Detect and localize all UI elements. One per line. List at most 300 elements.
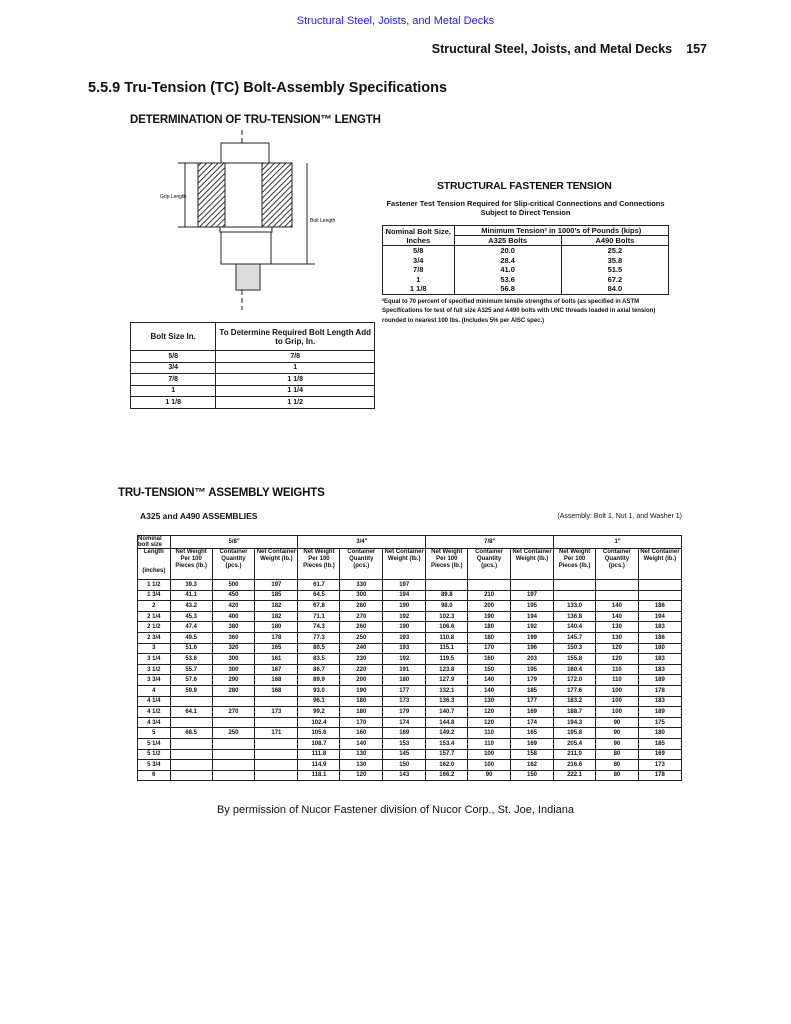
length-figure-title: DETERMINATION OF TRU-TENSION™ LENGTH [130, 114, 381, 126]
grip-length-label: Grip Length [160, 194, 187, 200]
table-cell: 420 [212, 601, 255, 612]
table-row [138, 685, 682, 696]
table-row [138, 590, 682, 601]
table-cell: 119.5 [426, 654, 468, 665]
table-cell: 93.0 [298, 685, 340, 696]
table-cell: 61.7 [298, 580, 340, 591]
table-cell: 89.8 [426, 590, 468, 601]
table-cell: 320 [212, 643, 255, 654]
table-row [138, 654, 682, 665]
table-cell: 100 [468, 760, 511, 771]
table-cell: 1 1/8 [131, 397, 216, 409]
table-row [138, 770, 682, 781]
table-cell: 177 [510, 696, 553, 707]
table-cell: 190 [468, 611, 511, 622]
table-cell: 3/4 [383, 256, 455, 266]
table-cell [255, 717, 298, 728]
column-header: Container Quantity (pcs.) [340, 549, 383, 580]
table-row [383, 284, 669, 294]
table-cell: 169 [510, 738, 553, 749]
top-link[interactable]: Structural Steel, Joists, and Metal Decks [296, 15, 495, 27]
table-cell [255, 760, 298, 771]
table-cell: 136.8 [554, 611, 596, 622]
table-cell: 194.3 [554, 717, 596, 728]
table-cell: 3 1/2 [138, 664, 171, 675]
table-cell: 6 [138, 770, 171, 781]
table-row [138, 632, 682, 643]
table-cell [255, 696, 298, 707]
table-cell: 7/8 [216, 351, 375, 363]
header-row [138, 549, 682, 580]
table-cell: 192 [383, 654, 426, 665]
table-cell: 64.5 [298, 590, 340, 601]
table-cell: 115.1 [426, 643, 468, 654]
table-row [383, 256, 669, 266]
table-cell: 100 [468, 749, 511, 760]
table-cell: 210 [468, 590, 511, 601]
table-cell: 140 [340, 738, 383, 749]
table-cell: 140 [468, 685, 511, 696]
table-cell: 64.1 [170, 707, 212, 718]
table-cell [212, 717, 255, 728]
table-row [138, 728, 682, 739]
table-cell [638, 590, 681, 601]
table-cell: 205.4 [554, 738, 596, 749]
table-cell: 140.4 [554, 622, 596, 633]
table-cell: 200 [340, 675, 383, 686]
table-cell: 98.0 [426, 601, 468, 612]
table-cell: 102.3 [426, 611, 468, 622]
table-cell: 130 [340, 749, 383, 760]
table-cell: 5 [138, 728, 171, 739]
table-cell: 2 1/4 [138, 611, 171, 622]
table-cell: 110 [468, 728, 511, 739]
table-cell: 3/4 [131, 362, 216, 374]
table-cell: 216.6 [554, 760, 596, 771]
table-cell: 450 [212, 590, 255, 601]
table-cell: 190 [340, 685, 383, 696]
table-cell: 43.2 [170, 601, 212, 612]
weights-subtitle: A325 and A490 ASSEMBLIES [140, 511, 258, 521]
table-cell: 195.8 [554, 728, 596, 739]
table-cell: 180 [340, 707, 383, 718]
table-cell: 174 [510, 717, 553, 728]
table-cell: 177 [383, 685, 426, 696]
table-cell: 39.3 [170, 580, 212, 591]
table-cell: 222.1 [554, 770, 596, 781]
table-cell: 150.3 [554, 643, 596, 654]
table-cell: 3 1/4 [138, 654, 171, 665]
table-cell: 300 [212, 654, 255, 665]
table-cell: 183 [638, 664, 681, 675]
table-cell: 260 [340, 622, 383, 633]
table-cell: 51.5 [561, 265, 668, 275]
table-cell: 196 [510, 643, 553, 654]
table-cell: 140 [596, 611, 639, 622]
table-cell: 77.3 [298, 632, 340, 643]
table-cell: 171 [255, 728, 298, 739]
table-cell: 183 [638, 622, 681, 633]
table-cell: 143 [383, 770, 426, 781]
table-cell: 240 [340, 643, 383, 654]
table-cell: 57.6 [170, 675, 212, 686]
table-cell: 191 [383, 664, 426, 675]
table-cell: 270 [340, 611, 383, 622]
table-cell: 136.3 [426, 696, 468, 707]
table-cell: 165 [255, 643, 298, 654]
table-cell: 192 [510, 622, 553, 633]
table-cell [426, 580, 468, 591]
table-cell: 280 [212, 685, 255, 696]
table-cell: 182 [255, 611, 298, 622]
table-row [138, 696, 682, 707]
table-cell: 3 [138, 643, 171, 654]
table-cell: 120 [468, 717, 511, 728]
table-cell: 186 [638, 632, 681, 643]
table-cell: 1 1/8 [216, 374, 375, 386]
table-cell: 41.0 [454, 265, 561, 275]
col-header: To Determine Required Bolt Length Add to Grip, In. [216, 323, 375, 351]
bolt-size-header: 3/4" [298, 536, 426, 549]
table-cell: 120 [340, 770, 383, 781]
table-cell: 2 [138, 601, 171, 612]
table-cell: 166.2 [426, 770, 468, 781]
table-cell: 7/8 [383, 265, 455, 275]
table-cell: 178 [638, 685, 681, 696]
table-cell: 100 [596, 696, 639, 707]
table-cell: 90 [596, 728, 639, 739]
table-cell: 90 [596, 717, 639, 728]
table-cell: 183.2 [554, 696, 596, 707]
table-row [131, 362, 375, 374]
table-cell: 132.1 [426, 685, 468, 696]
table-cell: 168 [255, 685, 298, 696]
table-cell: 67.2 [561, 275, 668, 285]
table-cell: 189 [638, 707, 681, 718]
table-cell: 96.1 [298, 696, 340, 707]
table-cell [638, 580, 681, 591]
table-cell: 220 [340, 664, 383, 675]
table-cell: 193 [383, 632, 426, 643]
table-cell: 3 3/4 [138, 675, 171, 686]
table-cell: 194 [510, 611, 553, 622]
table-row [383, 265, 669, 275]
column-header: Net Weight Per 100 Pieces (lb.) [170, 549, 212, 580]
table-cell: 140 [596, 601, 639, 612]
table-cell: 1 1/2 [138, 580, 171, 591]
table-row [138, 643, 682, 654]
table-cell: 195 [510, 664, 553, 675]
table-cell: 194 [383, 590, 426, 601]
table-cell: 153.4 [426, 738, 468, 749]
table-cell: 55.7 [170, 664, 212, 675]
table-cell: 1 1/2 [216, 397, 375, 409]
table-cell: 300 [212, 664, 255, 675]
table-cell: 100 [596, 685, 639, 696]
length-header [138, 549, 171, 580]
table-cell: 5/8 [131, 351, 216, 363]
table-cell: 53.6 [454, 275, 561, 285]
table-cell: 2 3/4 [138, 632, 171, 643]
table-cell: 179 [383, 707, 426, 718]
table-cell: 180 [468, 632, 511, 643]
table-cell [212, 738, 255, 749]
table-cell: 80.5 [298, 643, 340, 654]
table-cell: 133.0 [554, 601, 596, 612]
table-cell: 1 1/8 [383, 284, 455, 294]
table-cell: 130 [340, 760, 383, 771]
table-cell: 190 [383, 622, 426, 633]
table-row [138, 611, 682, 622]
table-cell: 106.6 [426, 622, 468, 633]
column-header: Net Container Weight (lb.) [638, 549, 681, 580]
table-cell: 180 [638, 643, 681, 654]
table-cell: 175 [638, 717, 681, 728]
table-cell: 105.6 [298, 728, 340, 739]
table-cell: 51.6 [170, 643, 212, 654]
table-cell: 157.7 [426, 749, 468, 760]
table-cell [596, 590, 639, 601]
table-cell: 155.8 [554, 654, 596, 665]
table-row [138, 675, 682, 686]
table-cell: 144.8 [426, 717, 468, 728]
table-cell: 140 [468, 675, 511, 686]
column-header: Net Weight Per 100 Pieces (lb.) [298, 549, 340, 580]
column-header: Container Quantity (pcs.) [212, 549, 255, 580]
bolt-length-label: Bolt Length [310, 218, 336, 224]
table-cell: 4 1/4 [138, 696, 171, 707]
table-cell: 74.3 [298, 622, 340, 633]
table-cell: 169 [510, 707, 553, 718]
table-cell: 80 [596, 760, 639, 771]
table-cell [510, 580, 553, 591]
table-cell [554, 580, 596, 591]
table-cell [170, 717, 212, 728]
table-cell: 71.1 [298, 611, 340, 622]
table-cell: 150 [383, 760, 426, 771]
tension-title: STRUCTURAL FASTENER TENSION [437, 180, 612, 192]
column-header: Container Quantity (pcs.) [596, 549, 639, 580]
weights-title: TRU-TENSION™ ASSEMBLY WEIGHTS [118, 487, 325, 499]
table-cell [212, 770, 255, 781]
table-cell: 120 [468, 707, 511, 718]
table-cell [212, 749, 255, 760]
bolt-length-table [130, 322, 375, 409]
table-cell: 230 [340, 654, 383, 665]
length-unit: (inches) [142, 568, 166, 574]
table-cell [170, 696, 212, 707]
table-row [383, 275, 669, 285]
table-cell: 7/8 [131, 374, 216, 386]
column-header: Net Weight Per 100 Pieces (lb.) [554, 549, 596, 580]
table-cell: 110 [468, 738, 511, 749]
table-cell: 280 [340, 601, 383, 612]
table-cell: 149.2 [426, 728, 468, 739]
table-cell: 160 [468, 654, 511, 665]
table-cell [212, 696, 255, 707]
table-cell: 80 [596, 749, 639, 760]
table-cell: 169 [383, 728, 426, 739]
column-header: Container Quantity (pcs.) [468, 549, 511, 580]
table-cell: 83.5 [298, 654, 340, 665]
table-cell: 380 [212, 622, 255, 633]
running-head [432, 42, 707, 56]
table-cell: 200 [468, 601, 511, 612]
table-row [138, 707, 682, 718]
table-cell: 290 [212, 675, 255, 686]
table-cell: 400 [212, 611, 255, 622]
table-cell: 84.0 [561, 284, 668, 294]
bolt-size-header: 5/8" [170, 536, 298, 549]
section-title: 5.5.9 Tru-Tension (TC) Bolt-Assembly Specifications [88, 80, 448, 96]
table-cell: 203 [510, 654, 553, 665]
table-cell: 5 1/2 [138, 749, 171, 760]
length-label: Length [143, 549, 164, 555]
table-cell: 173 [383, 696, 426, 707]
table-cell: 47.4 [170, 622, 212, 633]
table-cell: 250 [340, 632, 383, 643]
table-cell: 169 [638, 749, 681, 760]
table-cell: 183 [638, 654, 681, 665]
table-cell: 102.4 [298, 717, 340, 728]
table-cell [255, 749, 298, 760]
table-cell: 179 [510, 675, 553, 686]
table-cell [212, 760, 255, 771]
table-cell: 5 3/4 [138, 760, 171, 771]
table-cell: 59.9 [170, 685, 212, 696]
table-row [138, 622, 682, 633]
table-row [131, 351, 375, 363]
col-header: A490 Bolts [561, 236, 668, 246]
tension-table [382, 225, 669, 295]
table-cell: 193 [383, 643, 426, 654]
table-cell: 118.1 [298, 770, 340, 781]
table-cell: 174 [383, 717, 426, 728]
table-cell: 172.0 [554, 675, 596, 686]
table-cell: 111.8 [298, 749, 340, 760]
table-cell: 180 [468, 622, 511, 633]
table-cell [255, 738, 298, 749]
table-cell: 170 [340, 717, 383, 728]
table-cell: 35.8 [561, 256, 668, 266]
table-cell: 153 [383, 738, 426, 749]
table-cell: 1 [131, 385, 216, 397]
table-cell: 500 [212, 580, 255, 591]
table-cell: 130 [596, 622, 639, 633]
table-cell [170, 749, 212, 760]
table-cell: 194 [638, 611, 681, 622]
table-cell [255, 770, 298, 781]
table-cell: 56.8 [454, 284, 561, 294]
table-cell: 100 [596, 707, 639, 718]
table-cell: 5 1/4 [138, 738, 171, 749]
table-cell: 90 [468, 770, 511, 781]
table-cell: 110 [596, 675, 639, 686]
table-cell: 190 [383, 601, 426, 612]
table-cell: 167 [255, 664, 298, 675]
table-cell [554, 590, 596, 601]
table-cell: 180 [340, 696, 383, 707]
table-cell: 182 [255, 601, 298, 612]
table-cell: 180 [255, 622, 298, 633]
table-cell: 195 [510, 601, 553, 612]
table-cell: 4 3/4 [138, 717, 171, 728]
table-cell: 120 [596, 643, 639, 654]
column-header: Net Container Weight (lb.) [255, 549, 298, 580]
table-row [138, 580, 682, 591]
table-cell: 114.9 [298, 760, 340, 771]
table-cell: 1 [383, 275, 455, 285]
table-cell: 250 [212, 728, 255, 739]
permission-caption: By permission of Nucor Fastener division of Nucor Corp., St. Joe, Indiana [216, 804, 575, 816]
table-cell: 161 [255, 654, 298, 665]
table-cell: 4 [138, 685, 171, 696]
table-cell: 150 [510, 770, 553, 781]
table-cell: 168 [255, 675, 298, 686]
table-cell: 45.3 [170, 611, 212, 622]
table-cell: 192 [383, 611, 426, 622]
table-cell: 49.5 [170, 632, 212, 643]
table-cell: 173 [255, 707, 298, 718]
table-cell: 165 [510, 728, 553, 739]
bolt-diagram [160, 130, 370, 310]
table-cell: 67.8 [298, 601, 340, 612]
table-cell: 188.7 [554, 707, 596, 718]
table-cell: 185 [510, 685, 553, 696]
table-cell: 197 [383, 580, 426, 591]
table-cell: 108.7 [298, 738, 340, 749]
table-cell: 180 [383, 675, 426, 686]
table-cell: 186 [638, 601, 681, 612]
bolt-size-header: 1" [554, 536, 682, 549]
table-row [138, 717, 682, 728]
table-cell: 5/8 [383, 246, 455, 256]
assembly-note: (Assembly: Bolt 1, Nut 1, and Washer 1) [557, 513, 682, 520]
table-cell: 160.4 [554, 664, 596, 675]
table-cell: 177.6 [554, 685, 596, 696]
table-cell: 178 [638, 770, 681, 781]
table-cell: 41.1 [170, 590, 212, 601]
table-cell: 80 [596, 770, 639, 781]
column-header: Net Weight Per 100 Pieces (lb.) [426, 549, 468, 580]
table-cell: 185 [255, 590, 298, 601]
table-row [131, 397, 375, 409]
table-row [131, 385, 375, 397]
table-cell: 89.9 [298, 675, 340, 686]
table-cell: 185 [638, 738, 681, 749]
table-cell: 330 [340, 580, 383, 591]
table-row [131, 374, 375, 386]
col-header: A325 Bolts [454, 236, 561, 246]
table-cell: 4 1/2 [138, 707, 171, 718]
table-cell: 110 [596, 664, 639, 675]
table-cell: 211.0 [554, 749, 596, 760]
table-cell: 178 [255, 632, 298, 643]
table-cell: 20.0 [454, 246, 561, 256]
table-cell: 123.8 [426, 664, 468, 675]
table-cell: 130 [596, 632, 639, 643]
running-head-title: Structural Steel, Joists, and Metal Decks [431, 42, 673, 56]
bolt-size-header: 7/8" [426, 536, 554, 549]
table-cell: 270 [212, 707, 255, 718]
table-cell: 1 [216, 362, 375, 374]
table-cell: 127.9 [426, 675, 468, 686]
table-cell: 2 1/2 [138, 622, 171, 633]
tension-footnote: ²Equal to 70 percent of specified minimum tensile strengths of bolts (as specified in ASTM Specifications for test of full size A325 and A490 bolts with UNC threads loaded in axial tension) rounded to nearest 100 lbs. (Includes 5% per AISC spec.) [382, 298, 656, 324]
col-header: Minimum Tension² in 1000's of Pounds (kips) [454, 226, 669, 236]
table-cell: 170 [468, 643, 511, 654]
table-cell: 197 [510, 590, 553, 601]
